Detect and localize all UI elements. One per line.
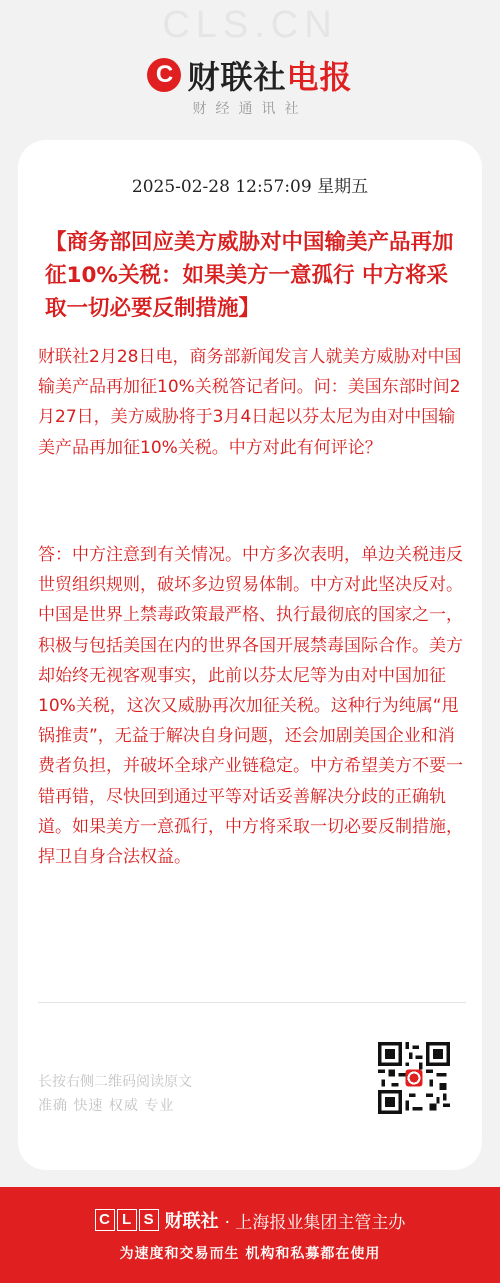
qr-code-icon[interactable] xyxy=(378,1042,450,1114)
article-paragraph-answer: 答：中方注意到有关情况。中方多次表明，单边关税违反世贸组织规则，破坏多边贸易体制。中方对此坚决反对。中国是世界上禁毒政策最严格、执行最彻底的国家之一，积极与包括美国在内的世界各国开展禁毒国际合作。美方却始终无视客观事实，此前以芬太尼等为由对中国加征10%关税，这次又威胁再次加征关税。这种行为纯属“甩锅推责”，无益于解决自身问题，还会加剧美国企业和消费者负担，并破坏全球产业链稳定。中方希望美方不要一错再错，尽快回到通过平等对话妥善解决分歧的正确轨道。如果美方一意孤行，中方将采取一切必要反制措施，捍卫自身合法权益。 xyxy=(38,545,463,868)
article-datetime: 2025-02-28 12:57:09 星期五 xyxy=(131,177,369,197)
brand-name-part2: 电报 xyxy=(286,58,353,96)
divider xyxy=(38,1002,466,1003)
article-card xyxy=(18,140,482,1170)
brand-logo xyxy=(0,52,500,98)
watermark-text: CLS.CN xyxy=(162,4,338,46)
footer-tagline: 为速度和交易而生 机构和私募都在使用 xyxy=(119,1246,381,1262)
cls-letter-l: L xyxy=(117,1209,137,1231)
brand-name xyxy=(187,52,352,98)
slogan-text: 准确 快速 权威 专业 xyxy=(38,1098,175,1114)
cls-letter-c: C xyxy=(95,1209,115,1231)
cls-logo-icon: C xyxy=(147,58,181,92)
footer-banner xyxy=(0,1187,500,1283)
brand-subtitle: 财经通讯社 xyxy=(192,101,308,117)
cls-letters-logo xyxy=(95,1209,159,1231)
cls-letter-s: S xyxy=(139,1209,159,1231)
article-title: 【商务部回应美方威胁对中国输美产品再加征10%关税：如果美方一意孤行 中方将采取一切必要反制措施】 xyxy=(45,230,454,321)
footer-owner-text: · 上海报业集团主管主办 xyxy=(224,1212,406,1233)
qr-hint-text: 长按右侧二维码阅读原文 xyxy=(38,1074,192,1090)
article-paragraph-question: 财联社2月28日电，商务部新闻发言人就美方威胁对中国输美产品再加征10%关税答记者问。问：美国东部时间2月27日，美方威胁将于3月4日起以芬太尼为由对中国输美产品再加征10%关税。中方对此有何评论？ xyxy=(38,347,462,458)
footer-brand-row xyxy=(0,1207,500,1233)
header xyxy=(0,0,500,140)
brand-name-part1: 财联社 xyxy=(187,58,287,96)
footer-brand-name: 财联社 xyxy=(164,1211,219,1232)
